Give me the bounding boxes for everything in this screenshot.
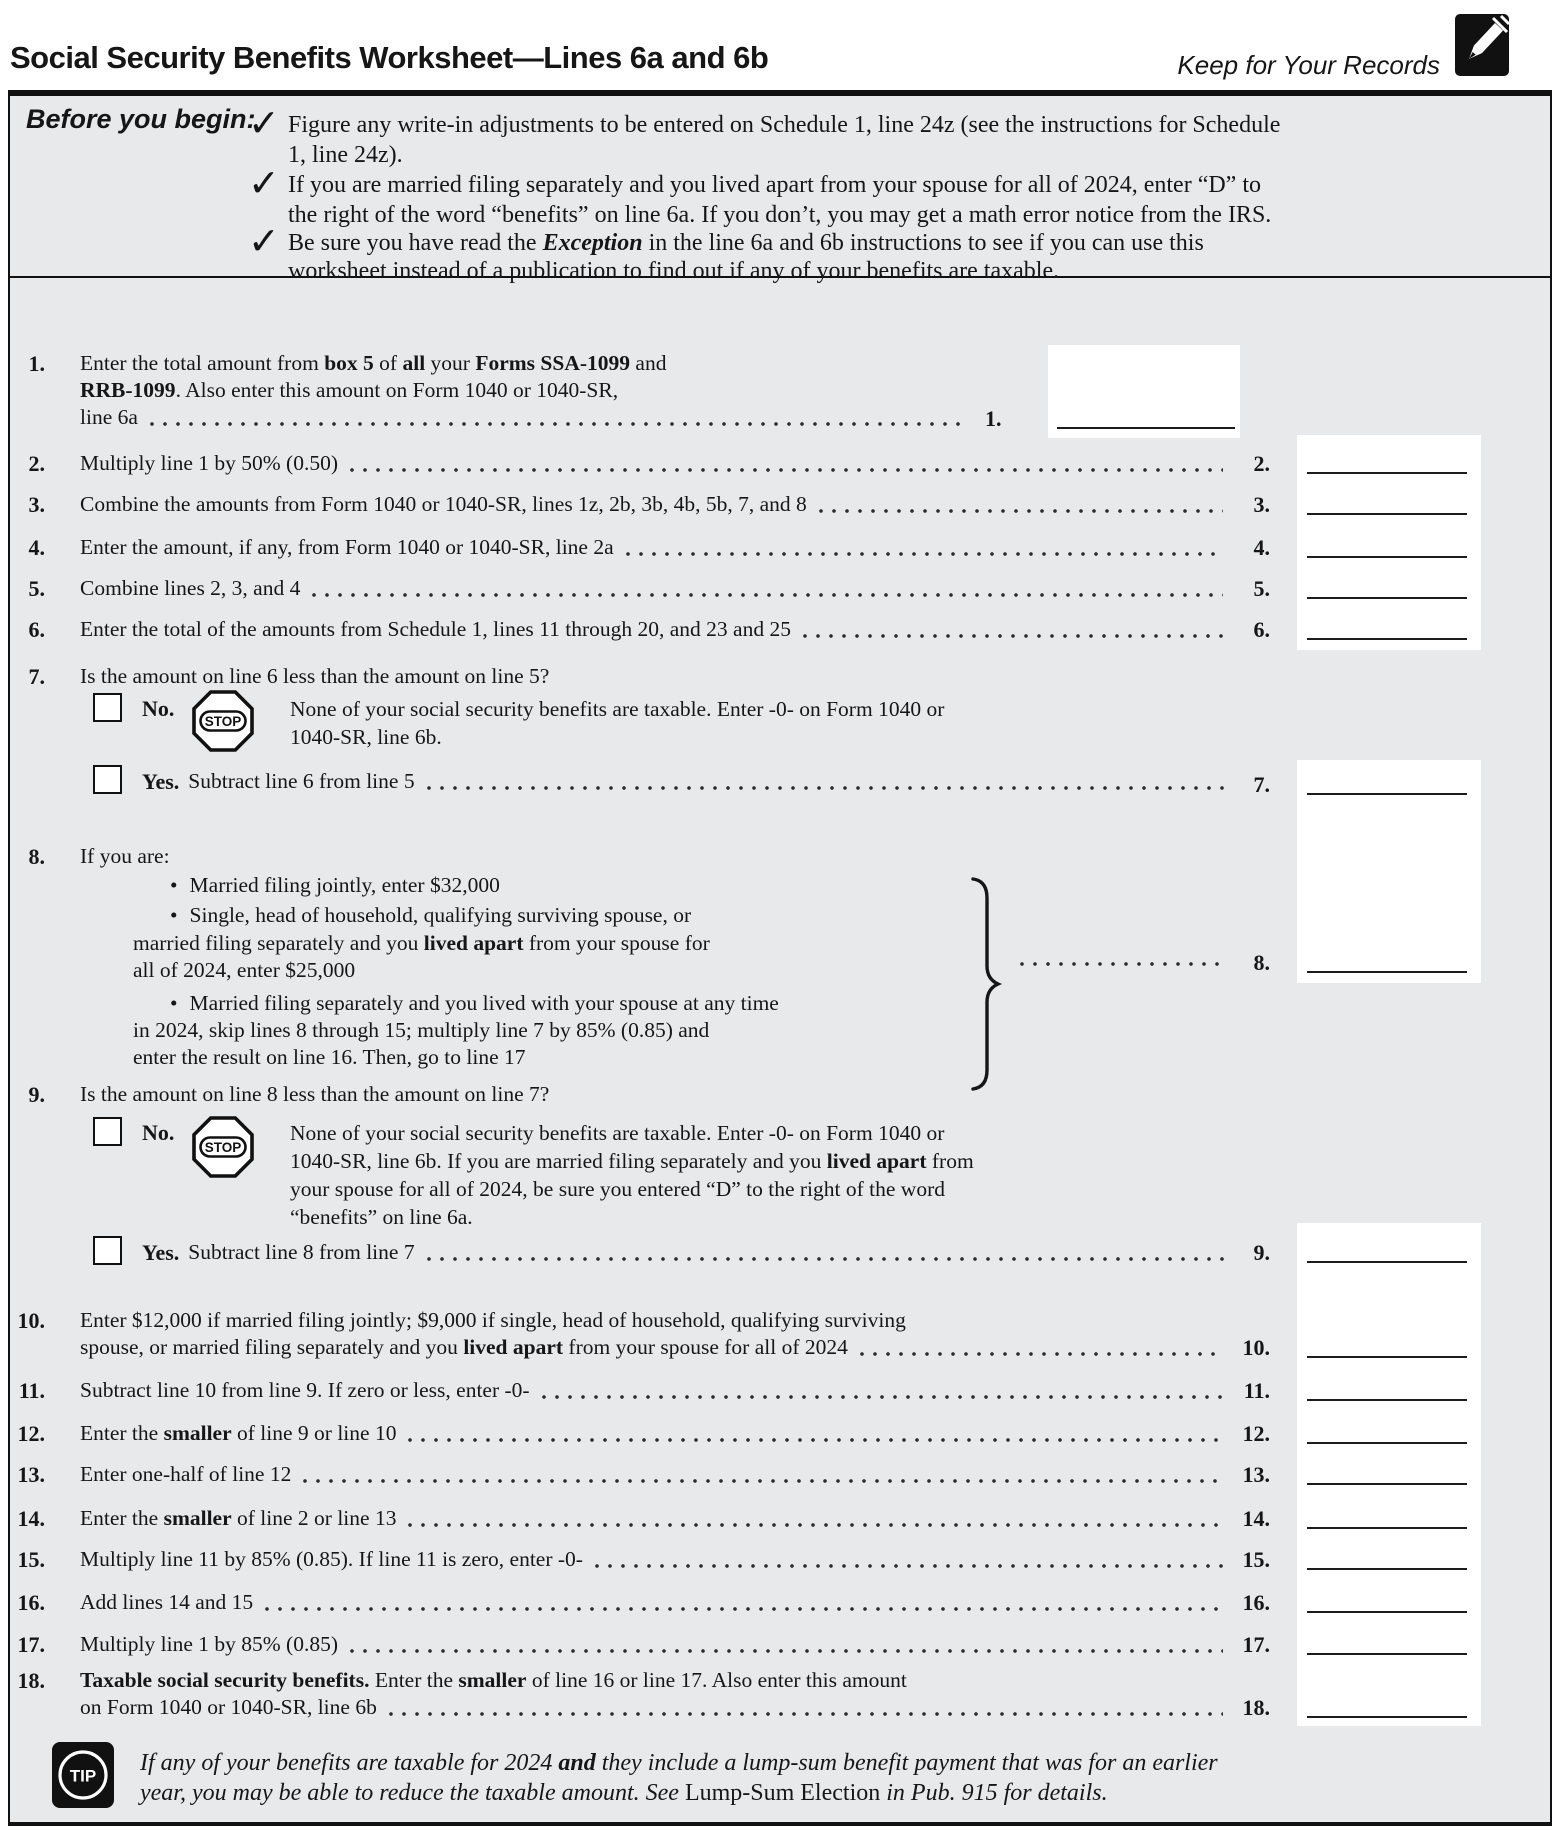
answer-label-5: 5.: [1253, 576, 1270, 601]
bullet-text: in 2024, skip lines 8 through 15; multiply line 7 by 85% (0.85) and: [133, 1018, 710, 1042]
svg-text:TIP: TIP: [69, 1766, 97, 1786]
no-label: No.: [142, 696, 175, 721]
bullet-item: [170, 990, 779, 1017]
entry-line-1[interactable]: [1057, 405, 1235, 429]
dot-leader: [291, 1461, 1229, 1488]
dot-leader: [530, 1377, 1229, 1404]
yes-checkbox-line-7[interactable]: [93, 765, 122, 794]
entry-line-11[interactable]: [1307, 1377, 1467, 1401]
worksheet-row-7: [13, 663, 1229, 690]
row-number: 14.: [17, 1506, 45, 1531]
tip-text-line: year, you may be able to reduce the taxable amount. See Lump-Sum Election in Pub. 915 for details.: [140, 1780, 1108, 1806]
bullet-text: Married filing jointly, enter $32,000: [189, 873, 500, 897]
yes-label: Yes.: [142, 769, 180, 794]
page-title: Social Security Benefits Worksheet—Lines 6a and 6b: [10, 40, 769, 75]
row-number: 17.: [17, 1632, 45, 1657]
entry-line-5[interactable]: [1307, 575, 1467, 599]
dot-leader: [807, 491, 1229, 518]
entry-line-9[interactable]: [1307, 1239, 1467, 1263]
row-text: Enter $12,000 if married filing jointly; $9,000 if single, head of household, qualifying surviving: [80, 1308, 906, 1332]
before-item-1-line-2: 1, line 24z).: [288, 142, 403, 168]
worksheet-row-18: [13, 1667, 1229, 1721]
answer-label-13: 13.: [1242, 1462, 1270, 1487]
dot-leader: [338, 1631, 1229, 1658]
checkmark-icon: ✓: [248, 219, 280, 263]
row-text: Combine lines 2, 3, and 4: [80, 576, 301, 600]
row-number: 7.: [28, 664, 45, 689]
dot-leader: [338, 450, 1229, 477]
row-number: 12.: [17, 1421, 45, 1446]
row-text: Combine the amounts from Form 1040 or 1040-SR, lines 1z, 2b, 3b, 4b, 5b, 7, and 8: [80, 492, 807, 516]
dot-leader: [253, 1589, 1229, 1616]
row-text: Subtract line 10 from line 9. If zero or less, enter -0-: [80, 1378, 530, 1402]
dot-leader: [396, 1420, 1229, 1447]
worksheet-row-9: [13, 1081, 1229, 1108]
answer-label-2: 2.: [1253, 451, 1270, 476]
row-text: If you are:: [80, 844, 170, 868]
svg-text:STOP: STOP: [204, 714, 242, 729]
entry-line-6[interactable]: [1307, 616, 1467, 640]
answer-label-3: 3.: [1253, 492, 1270, 517]
bullet-item: [170, 902, 691, 929]
no-instruction-line: None of your social security benefits are taxable. Enter -0- on Form 1040 or: [290, 1121, 945, 1145]
dot-leader: [138, 404, 975, 431]
answer-label-9: 9.: [1253, 1240, 1270, 1265]
row-text: Enter the smaller of line 9 or line 10: [80, 1421, 397, 1445]
worksheet-row-3: [13, 491, 1229, 518]
stop-icon: [192, 1116, 254, 1183]
tip-text-line: If any of your benefits are taxable for 2024 and they include a lump-sum benefit payment that was for an earlier: [140, 1750, 1218, 1776]
row-number: 8.: [28, 844, 45, 869]
before-item-1-line-1: Figure any write-in adjustments to be entered on Schedule 1, line 24z (see the instructions for Schedule: [288, 112, 1281, 138]
entry-line-16[interactable]: [1307, 1589, 1467, 1613]
row-text: Enter one-half of line 12: [80, 1462, 292, 1486]
worksheet-row-2: [13, 450, 1229, 477]
bullet-item: [170, 872, 500, 899]
yes-text: Subtract line 8 from line 7: [188, 1240, 415, 1264]
worksheet-row-16: [13, 1589, 1229, 1616]
keep-for-records-label: Keep for Your Records: [1177, 50, 1440, 80]
entry-line-10[interactable]: [1307, 1334, 1467, 1358]
bullet-text: all of 2024, enter $25,000: [133, 958, 356, 982]
row-text: spouse, or married filing separately and you lived apart from your spouse for all of 2024: [80, 1335, 848, 1359]
no-label: No.: [142, 1120, 175, 1145]
worksheet-row-17: [13, 1631, 1229, 1658]
row-text: Multiply line 11 by 85% (0.85). If line 11 is zero, enter -0-: [80, 1547, 583, 1571]
bullet-text: married filing separately and you lived apart from your spouse for: [133, 931, 710, 955]
entry-line-18[interactable]: [1307, 1694, 1467, 1718]
worksheet-row-8: [13, 843, 1229, 870]
entry-line-3[interactable]: [1307, 491, 1467, 515]
answer-label-8: 8.: [1253, 950, 1270, 975]
before-you-begin-label: Before you begin:: [26, 104, 256, 134]
bullet-icon: •: [170, 873, 178, 897]
row-number: 15.: [17, 1547, 45, 1572]
row-text: Taxable social security benefits. Enter the smaller of line 16 or line 17. Also enter this amount: [80, 1668, 907, 1692]
worksheet-row-12: [13, 1420, 1229, 1447]
row-text: on Form 1040 or 1040-SR, line 6b: [80, 1695, 377, 1719]
row-number: 11.: [18, 1378, 45, 1403]
no-instruction-line: 1040-SR, line 6b. If you are married filing separately and you lived apart from: [290, 1149, 974, 1173]
entry-line-2[interactable]: [1307, 450, 1467, 474]
worksheet-row-11: [13, 1377, 1229, 1404]
row-text: Add lines 14 and 15: [80, 1590, 254, 1614]
bullet-icon: •: [170, 903, 178, 927]
row-number: 2.: [28, 451, 45, 476]
row-number: 3.: [28, 492, 45, 517]
answer-label-7: 7.: [1253, 772, 1270, 797]
row-number: 4.: [28, 535, 45, 560]
bullet-text: Married filing separately and you lived with your spouse at any time: [189, 991, 779, 1015]
worksheet-row-14: [13, 1505, 1229, 1532]
answer-label-17: 17.: [1242, 1632, 1270, 1657]
dot-leader: [396, 1505, 1229, 1532]
worksheet-row-6: [13, 616, 1229, 643]
bullet-text: enter the result on line 16. Then, go to line 17: [133, 1045, 526, 1069]
dot-leader: [614, 534, 1229, 561]
entry-line-14[interactable]: [1307, 1505, 1467, 1529]
stop-icon: [192, 690, 254, 757]
dot-leader: [415, 768, 1230, 795]
dot-leader: [848, 1334, 1229, 1361]
dot-leader: [1020, 962, 1225, 966]
row-number: 5.: [28, 576, 45, 601]
dot-leader: [583, 1546, 1229, 1573]
dot-leader: [300, 575, 1229, 602]
svg-text:STOP: STOP: [204, 1140, 242, 1155]
worksheet-row-1: [13, 350, 975, 431]
answer-label-14: 14.: [1242, 1506, 1270, 1531]
checkmark-icon: ✓: [248, 161, 280, 205]
worksheet-row-4: [13, 534, 1229, 561]
checkmark-icon: ✓: [248, 101, 280, 145]
no-instruction-line: 1040-SR, line 6b.: [290, 725, 442, 749]
no-checkbox-line-7[interactable]: [93, 693, 122, 722]
worksheet-row-10: [13, 1307, 1229, 1361]
row-text: line 6a: [80, 405, 138, 429]
row-text: Enter the smaller of line 2 or line 13: [80, 1506, 397, 1530]
yes-row-line-9: [142, 1239, 1230, 1266]
row-number: 10.: [17, 1308, 45, 1333]
row-number: 18.: [17, 1668, 45, 1693]
before-item-2-line-1: If you are married filing separately and you lived apart from your spouse for all of 2024, enter “D” to: [288, 172, 1261, 198]
answer-label-16: 16.: [1242, 1590, 1270, 1615]
no-instruction-line: your spouse for all of 2024, be sure you entered “D” to the right of the word: [290, 1177, 945, 1201]
row-text: Enter the total amount from box 5 of all your Forms SSA-1099 and: [80, 351, 667, 375]
answer-label-1: 1.: [985, 406, 1002, 431]
worksheet-row-13: [13, 1461, 1229, 1488]
before-item-3-line-1: Be sure you have read the Exception in the line 6a and 6b instructions to see if you can use this: [288, 230, 1204, 256]
pencil-icon: [1455, 14, 1509, 81]
answer-label-11: 11.: [1243, 1378, 1270, 1403]
answer-label-12: 12.: [1242, 1421, 1270, 1446]
answer-label-15: 15.: [1242, 1547, 1270, 1572]
answer-label-4: 4.: [1253, 535, 1270, 560]
no-instruction-line: None of your social security benefits are taxable. Enter -0- on Form 1040 or: [290, 697, 945, 721]
entry-line-17[interactable]: [1307, 1631, 1467, 1655]
curly-brace: [970, 876, 1006, 1097]
row-number: 6.: [28, 617, 45, 642]
tip-icon: [52, 1742, 114, 1813]
row-text: Multiply line 1 by 85% (0.85): [80, 1632, 338, 1656]
answer-label-18: 18.: [1242, 1695, 1270, 1720]
row-text: Enter the total of the amounts from Schedule 1, lines 11 through 20, and 23 and 25: [80, 617, 791, 641]
row-number: 9.: [28, 1082, 45, 1107]
bullet-icon: •: [170, 991, 178, 1015]
yes-text: Subtract line 6 from line 5: [188, 769, 415, 793]
yes-checkbox-line-9[interactable]: [93, 1236, 122, 1265]
yes-label: Yes.: [142, 1240, 180, 1265]
dot-leader: [377, 1694, 1229, 1721]
entry-line-7[interactable]: [1307, 771, 1467, 795]
row-number: 16.: [17, 1590, 45, 1615]
entry-line-4[interactable]: [1307, 534, 1467, 558]
dot-leader: [415, 1239, 1230, 1266]
worksheet-row-5: [13, 575, 1229, 602]
row-number: 13.: [17, 1462, 45, 1487]
row-question: Is the amount on line 8 less than the amount on line 7?: [80, 1082, 550, 1106]
entry-line-8[interactable]: [1307, 949, 1467, 973]
yes-row-line-7: [142, 768, 1230, 795]
no-checkbox-line-9[interactable]: [93, 1117, 122, 1146]
row-text: Multiply line 1 by 50% (0.50): [80, 451, 338, 475]
entry-line-12[interactable]: [1307, 1420, 1467, 1444]
answer-label-10: 10.: [1242, 1335, 1270, 1360]
before-item-2-line-2: the right of the word “benefits” on line 6a. If you don’t, you may get a math error notice from the IRS.: [288, 202, 1272, 228]
row-text: RRB-1099. Also enter this amount on Form 1040 or 1040-SR,: [80, 378, 619, 402]
dot-leader: [791, 616, 1229, 643]
row-text: Enter the amount, if any, from Form 1040 or 1040-SR, line 2a: [80, 535, 614, 559]
entry-line-13[interactable]: [1307, 1461, 1467, 1485]
answer-label-6: 6.: [1253, 617, 1270, 642]
entry-line-15[interactable]: [1307, 1546, 1467, 1570]
no-instruction-line: “benefits” on line 6a.: [290, 1205, 473, 1229]
row-question: Is the amount on line 6 less than the amount on line 5?: [80, 664, 550, 688]
row-number: 1.: [28, 351, 45, 376]
before-item-3-line-2: worksheet instead of a publication to find out if any of your benefits are taxable.: [288, 258, 1060, 284]
worksheet-row-15: [13, 1546, 1229, 1573]
bullet-text: Single, head of household, qualifying surviving spouse, or: [189, 903, 692, 927]
